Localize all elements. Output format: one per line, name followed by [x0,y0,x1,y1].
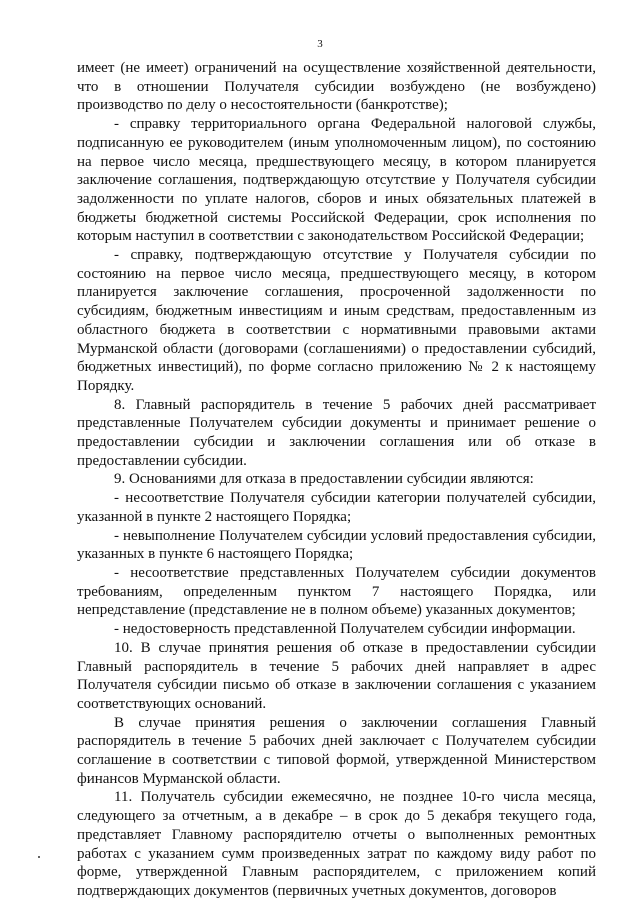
document-body [77,59,596,901]
paragraph-refusal-reason-3: - несоответствие представленных Получателем субсидии документов требованиям, определенным пунктом 7 настоящего Порядка, или непредставление (представление не в полном объеме) указанных документов; [77,564,596,619]
paragraph-item-8: 8. Главный распорядитель в течение 5 рабочих дней рассматривает представленные Получателем субсидии документы и принимает решение о предоставлении субсидии и заключении соглашения или об отказе в предоставлении субсидии. [77,396,596,469]
paragraph-item-11: 11. Получатель субсидии ежемесячно, не позднее 10-го числа месяца, следующего за отчетным, а в декабре – в срок до 5 декабря текущего года, представляет Главному распорядителю отчеты о выполненных ремонтных работах с указанием сумм произведенных затрат по каждому виду работ по форме, утвержденной Главным распорядителем, с приложением копий подтверждающих документов (первичных учетных документов, договоров [77,789,596,899]
paragraph-refusal-reason-4: - недостоверность представленной Получателем субсидии информации. [114,621,576,638]
paragraph-continuation: имеет (не имеет) ограничений на осуществление хозяйственной деятельности, что в отношении Получателя субсидии возбуждено (не возбуждено) производство по делу о несостоятельности (банкротстве); [77,60,596,114]
paragraph-tax-certificate: - справку территориального органа Федеральной налоговой службы, подписанную ее руководителем (иным уполномоченным лицом), по состоянию на первое число месяца, предшествующего месяцу, в котором планируется заключение соглашения, подтверждающую отсутствие у Получателя субсидии задолженности по уплате налогов, сборов и иных обязательных платежей в бюджеты бюджетной системы Российской Федерации, срок исполнения по которым наступил в соответствии с законодательством Российской Федерации; [77,116,596,245]
paragraph-refusal-reason-2: - невыполнение Получателем субсидии условий предоставления субсидии, указанных в пункте 6 настоящего Порядка; [77,527,596,563]
paragraph-debt-certificate: - справку, подтверждающую отсутствие у Получателя субсидии по состоянию на первое число месяца, предшествующего месяцу, в котором планируется заключение соглашения, просроченной задолженности по субсидиям, бюджетным инвестициям и иным средствам, предоставленным из областного бюджета в соответствии с нормативными правовыми актами Мурманской области (договорами (соглашениями) о предоставлении субсидий, бюджетных инвестиций), по форме согласно приложению № 2 к настоящему Порядку. [77,247,596,394]
page-number: 3 [317,38,323,50]
scan-speck [38,856,40,858]
paragraph-item-9: 9. Основаниями для отказа в предоставлении субсидии являются: [114,471,534,488]
paragraph-agreement: В случае принятия решения о заключении соглашения Главный распорядитель в течение 5 рабочих дней заключает с Получателем субсидии соглашение в соответствии с типовой формой, утвержденной Министерством финансов Мурманской области. [77,714,596,787]
paragraph-refusal-reason-1: - несоответствие Получателя субсидии категории получателей субсидии, указанной в пункте 2 настоящего Порядка; [77,490,596,525]
paragraph-item-10: 10. В случае принятия решения об отказе в предоставлении субсидии Главный распорядитель в течение 5 рабочих дней направляет в адрес Получателя субсидии письмо об отказе в заключении соглашения с указанием соответствующих оснований. [77,639,596,712]
